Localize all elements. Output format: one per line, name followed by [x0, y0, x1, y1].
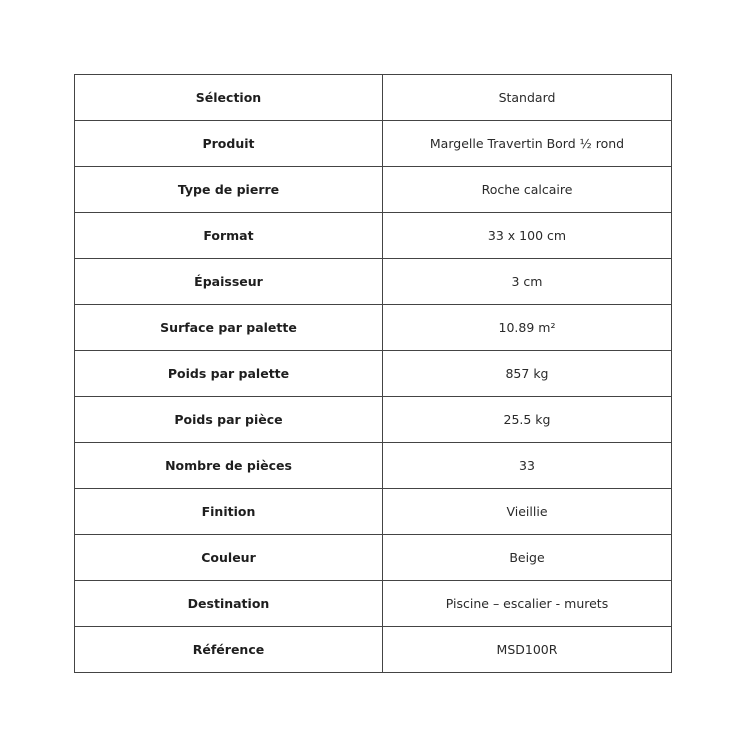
spec-row-finition	[75, 489, 672, 535]
spec-value: Roche calcaire	[383, 167, 672, 213]
spec-row-couleur	[75, 535, 672, 581]
spec-row-nombre-de-pieces	[75, 443, 672, 489]
spec-value: Piscine – escalier - murets	[383, 581, 672, 627]
spec-value: Standard	[383, 75, 672, 121]
spec-row-selection	[75, 75, 672, 121]
spec-value: Vieillie	[383, 489, 672, 535]
spec-label: Finition	[75, 489, 383, 535]
spec-label: Poids par palette	[75, 351, 383, 397]
spec-row-format	[75, 213, 672, 259]
spec-value: 3 cm	[383, 259, 672, 305]
spec-value: 33 x 100 cm	[383, 213, 672, 259]
spec-label: Surface par palette	[75, 305, 383, 351]
spec-label: Nombre de pièces	[75, 443, 383, 489]
spec-label: Épaisseur	[75, 259, 383, 305]
spec-row-surface-par-palette	[75, 305, 672, 351]
spec-value: 25.5 kg	[383, 397, 672, 443]
spec-label: Type de pierre	[75, 167, 383, 213]
spec-label: Référence	[75, 627, 383, 673]
spec-value: 33	[383, 443, 672, 489]
spec-value: Margelle Travertin Bord ½ rond	[383, 121, 672, 167]
spec-label: Sélection	[75, 75, 383, 121]
spec-label: Format	[75, 213, 383, 259]
spec-label: Poids par pièce	[75, 397, 383, 443]
spec-row-destination	[75, 581, 672, 627]
spec-value: 10.89 m²	[383, 305, 672, 351]
spec-value: MSD100R	[383, 627, 672, 673]
spec-row-reference	[75, 627, 672, 673]
spec-label: Destination	[75, 581, 383, 627]
spec-label: Couleur	[75, 535, 383, 581]
spec-row-type-de-pierre	[75, 167, 672, 213]
spec-value: Beige	[383, 535, 672, 581]
spec-row-poids-par-palette	[75, 351, 672, 397]
spec-label: Produit	[75, 121, 383, 167]
spec-row-produit	[75, 121, 672, 167]
product-spec-table	[74, 74, 672, 673]
spec-row-epaisseur	[75, 259, 672, 305]
spec-value: 857 kg	[383, 351, 672, 397]
spec-row-poids-par-piece	[75, 397, 672, 443]
